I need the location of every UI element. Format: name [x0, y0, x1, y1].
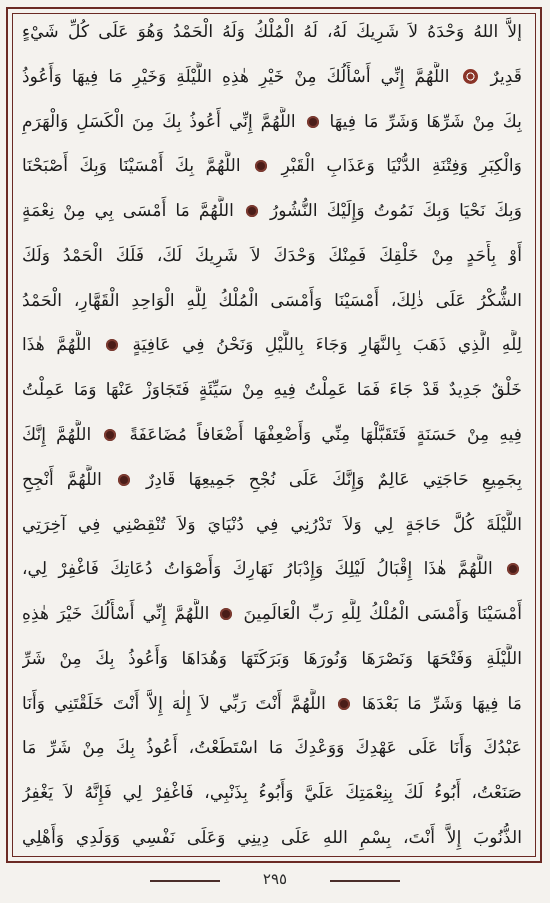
text-line — [22, 420, 522, 450]
text-segment: وَبِكَ نَحْيَا وَبِكَ نَمُوتُ وَإِلَيْكَ النُّشُورُ — [269, 201, 522, 221]
page-footer — [0, 868, 550, 896]
text-segment: مَا فِيهَا وَشَرِّ مَا بَعْدَهَا — [361, 694, 522, 714]
text-segment: اللَّهُمَّ إِنَّكَ — [22, 425, 92, 445]
text-line — [22, 733, 522, 763]
text-segment: إلاَّ اللهُ وَحْدَهُ لاَ شَرِيكَ لَهُ، لَهُ الْمُلْكُ وَلَهُ الْحَمْدُ وَهُوَ عَلَى كُلِّ شَيْءٍ — [22, 22, 522, 42]
text-line — [22, 510, 522, 540]
footer-ornament-icon — [150, 880, 220, 882]
text-segment: اللَّهُمَّ إِنِّي أَسْأَلُكَ مِنْ خَيْرِ هٰذِهِ اللَّيْلَةِ وَخَيْرِ مَا فِيهَا وَأَعُوذُ — [22, 67, 450, 87]
text-line — [22, 689, 522, 719]
text-segment: عَبْدُكَ وَأَنَا عَلَى عَهْدِكَ وَوَعْدِكَ مَا اسْتَطَعْتُ، أَعُوذُ بِكَ مِنْ شَرِّ مَا — [22, 738, 522, 758]
text-line — [22, 196, 522, 226]
text-line — [22, 554, 522, 584]
text-segment: اللَّهُمَّ أَنْجِحِ — [22, 470, 102, 490]
text-line — [22, 375, 522, 405]
text-segment: الذُّنُوبَ إِلاَّ أَنْتَ، بِسْمِ اللهِ عَلَى دِينِي وَعَلَى نَفْسِي وَوَلَدِي وَأَهْلِي — [22, 828, 522, 848]
text-line — [22, 465, 522, 495]
text-line — [22, 286, 522, 316]
text-line — [22, 823, 522, 853]
separator-dot-icon — [255, 160, 267, 172]
text-segment: الشُّكْرُ عَلَى ذٰلِكَ، أَمْسَيْنَا وَأَمْسَى الْمُلْكُ لِلَّهِ الْوَاحِدِ الْقَهَّارِ، الْحَمْدُ — [22, 291, 522, 311]
separator-dot-icon — [220, 608, 232, 620]
text-segment: اللَّهُمَّ أَنْتَ رَبِّي لاَ إِلٰهَ إِلاَّ أَنْتَ خَلَقْتَنِي وَأَنَا — [22, 694, 326, 714]
text-segment: اللَّيْلَةَ كُلَّ حَاجَةٍ لِي وَلاَ تَدْرُنِي فِي دُنْيَايَ وَلاَ تُنْقِصْنِي فِي آخِرَتِي — [22, 515, 522, 535]
separator-dot-icon — [507, 563, 519, 575]
text-segment: اللَّهُمَّ إِنِّي أَعُوذُ بِكَ مِنَ الْكَسَلِ وَالْهَرَمِ — [22, 112, 296, 132]
separator-dot-icon — [106, 339, 118, 351]
text-segment: فِيهِ مِنْ حَسَنَةٍ فَتَقَبَّلْهَا مِنِّي وَأَضْعِفْهَا أَضْعَافاً مُضَاعَفَةً — [129, 425, 522, 445]
text-segment: اللَّهُمَّ هٰذَا — [22, 335, 92, 355]
text-line — [22, 107, 522, 137]
text-segment: اللَّهُمَّ هٰذَا إِقْبَالُ لَيْلِكَ وَإِدْبَارُ نَهَارِكَ وَأَصْوَاتُ دُعَاتِكَ فَاغْفِرْ لِي، — [22, 559, 493, 579]
text-line — [22, 778, 522, 808]
page-frame — [6, 7, 542, 863]
page-number: ٢٩٥ — [262, 870, 288, 888]
rosette-icon — [463, 69, 478, 84]
text-line — [22, 599, 522, 629]
text-segment: لِلَّهِ الَّذِي ذَهَبَ بِالنَّهَارِ وَجَاءَ بِاللَّيْلِ وَنَحْنُ فِي عَافِيَةٍ — [132, 335, 522, 355]
text-segment: بِكَ مِنْ شَرِّهَا وَشَرِّ مَا فِيهَا — [329, 112, 522, 132]
text-segment: وَالْكِبَرِ وَفِتْنَةِ الدُّنْيَا وَعَذَابِ الْقَبْرِ — [281, 156, 522, 176]
text-line — [22, 644, 522, 674]
text-line — [22, 330, 522, 360]
text-segment: أَمْسَيْنَا وَأَمْسَى الْمُلْكُ لِلَّهِ رَبِّ الْعَالَمِينَ — [243, 604, 522, 624]
separator-dot-icon — [118, 474, 130, 486]
text-segment: خَلْقٌ جَدِيدٌ قَدْ جَاءَ فَمَا عَمِلْتُ فِيهِ مِنْ سَيِّئَةٍ فَتَجَاوَزْ عَنْهَا وَمَا عَمِلْتُ — [22, 380, 522, 400]
text-segment: قَدِيرٌ — [490, 67, 522, 87]
text-line — [22, 17, 522, 47]
separator-dot-icon — [104, 429, 116, 441]
text-segment: صَنَعْتُ، أَبُوءُ لَكَ بِنِعْمَتِكَ عَلَيَّ وَأَبُوءُ بِذَنْبِي، فَاغْفِرْ لِي فَإِنَّهُ لاَ يَغْفِرُ — [22, 783, 522, 803]
separator-dot-icon — [338, 698, 350, 710]
text-segment: اللَّهُمَّ إِنِّي أَسْأَلُكَ خَيْرَ هٰذِهِ — [22, 604, 210, 624]
text-line — [22, 62, 522, 92]
text-line — [22, 241, 522, 271]
separator-dot-icon — [246, 205, 258, 217]
text-body — [22, 17, 522, 853]
separator-dot-icon — [307, 116, 319, 128]
text-segment: أَوْ بِأَحَدٍ مِنْ خَلْقِكَ فَمِنْكَ وَحْدَكَ لاَ شَرِيكَ لَكَ، فَلَكَ الْحَمْدُ وَلَكَ — [22, 246, 522, 266]
text-segment: اللَّهُمَّ مَا أَمْسَى بِي مِنْ نِعْمَةٍ — [22, 201, 234, 221]
text-segment: اللَّهُمَّ بِكَ أَمْسَيْنَا وَبِكَ أَصْبَحْنَا — [22, 156, 241, 176]
text-segment: اللَّيْلَةِ وَفَتْحَهَا وَنَصْرَهَا وَنُورَهَا وَبَرَكَتَهَا وَهُدَاهَا وَأَعُوذُ بِكَ مِنْ شَرِّ — [22, 649, 522, 669]
text-segment: بِجَمِيعِ حَاجَتِي عَالِمٌ وَإِنَّكَ عَلَى نُجْحِ جَمِيعِهَا قَادِرٌ — [146, 470, 522, 490]
text-line — [22, 151, 522, 181]
